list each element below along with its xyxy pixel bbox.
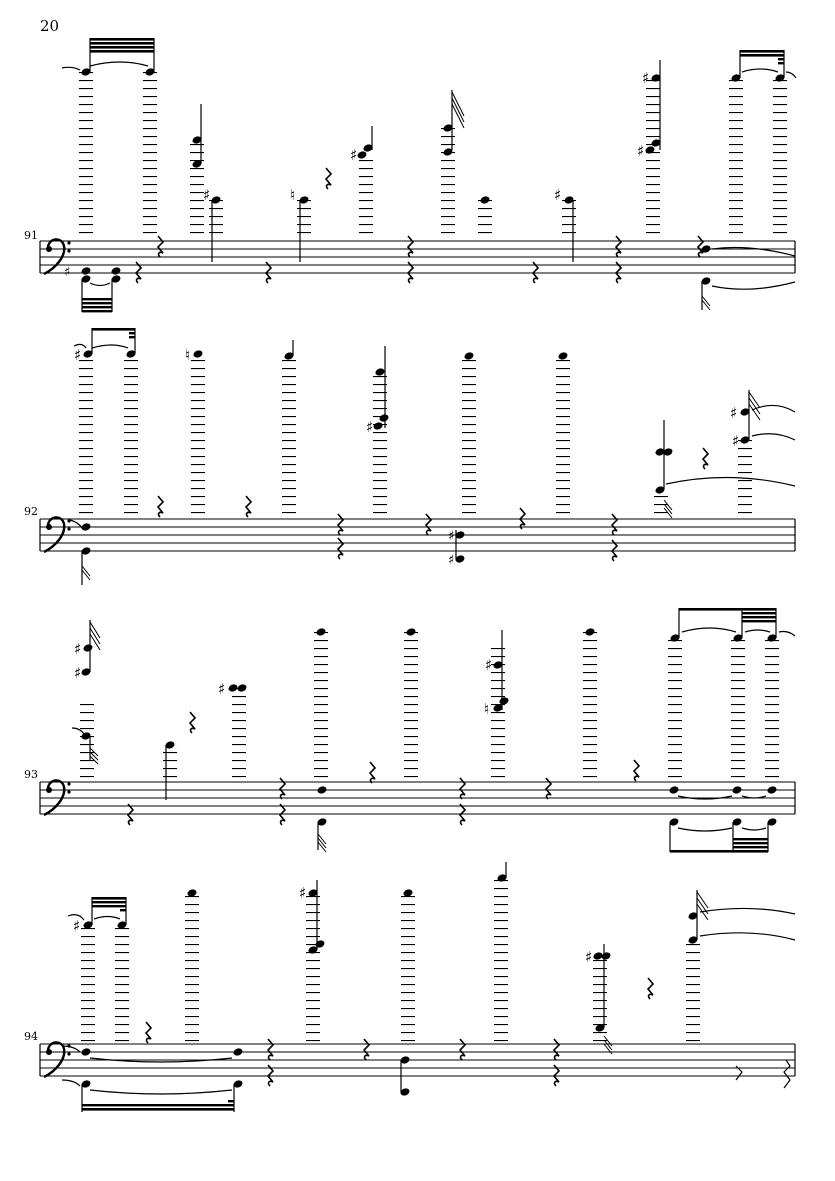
measure-number: 94 — [24, 1030, 38, 1043]
note-head — [81, 266, 92, 276]
rest-icon — [280, 778, 285, 799]
ledger-lines — [124, 355, 138, 518]
sharp-icon: ♯ — [485, 656, 493, 674]
measure-number: 92 — [24, 505, 38, 518]
staff-lines — [40, 241, 795, 273]
rest-icon — [612, 514, 617, 535]
rest-icon — [460, 1039, 465, 1060]
sharp-icon: ♯ — [448, 529, 455, 544]
ledger-lines — [478, 200, 492, 240]
sharp-icon: ♯ — [73, 917, 81, 935]
sharp-icon: ♯ — [642, 69, 650, 87]
ledger-lines — [668, 638, 682, 781]
sharp-icon: ♯ — [637, 142, 645, 160]
sharp-icon: ♯ — [350, 146, 358, 164]
sharp-icon: ♯ — [554, 186, 562, 204]
sharp-icon: ♯ — [448, 553, 455, 568]
rest-icon — [158, 236, 163, 257]
sharp-icon: ♯ — [203, 186, 211, 204]
sharp-icon: ♯ — [74, 664, 82, 682]
sharp-icon: ♯ — [585, 948, 593, 966]
system-93 — [40, 608, 795, 853]
ledger-lines — [232, 688, 246, 781]
note-head — [767, 785, 778, 795]
ledger-lines — [190, 140, 204, 240]
tie — [62, 67, 80, 70]
ledger-lines — [81, 925, 95, 1043]
ledger-lines — [654, 490, 668, 518]
ledger-lines — [185, 893, 199, 1043]
rest-icon — [364, 1039, 369, 1060]
ledger-lines — [143, 72, 157, 240]
rest-icon — [190, 712, 195, 733]
sharp-icon: ♯ — [366, 418, 374, 436]
ledger-lines — [773, 80, 787, 240]
note-head — [669, 785, 680, 795]
ledger-lines — [729, 80, 743, 240]
tie — [90, 62, 148, 66]
ledger-lines — [297, 200, 311, 240]
note-head — [317, 785, 328, 795]
ledger-lines — [404, 632, 418, 781]
rest-icon — [784, 1060, 790, 1088]
ledger-lines — [306, 893, 320, 1043]
rest-icon — [338, 514, 343, 535]
ledger-lines — [462, 356, 476, 518]
ledger-lines — [163, 745, 177, 781]
ledger-lines — [765, 638, 779, 781]
ledger-lines — [314, 632, 328, 781]
staff-lines — [40, 1044, 795, 1076]
rest-icon — [698, 236, 703, 257]
rest-icon — [158, 496, 163, 517]
ledger-lines — [731, 638, 745, 781]
rest-icon — [146, 1022, 151, 1043]
ledger-lines — [79, 355, 93, 518]
rest-icon — [408, 236, 413, 257]
ledger-lines — [562, 200, 576, 240]
system-94 — [40, 862, 795, 1112]
rest-icon — [268, 1039, 273, 1060]
sharp-icon: ♯ — [218, 680, 226, 698]
ledger-lines — [494, 878, 508, 1043]
staff-lines — [40, 519, 795, 551]
rest-icon — [460, 778, 465, 799]
measure-number: 93 — [24, 768, 38, 781]
rest-icon — [246, 496, 251, 517]
sharp-icon: ♯ — [732, 432, 740, 450]
rest-icon — [338, 538, 343, 559]
note-head — [81, 1047, 92, 1057]
rest-icon — [648, 978, 653, 999]
rest-icon — [326, 168, 331, 189]
rest-icon — [426, 514, 431, 535]
ledger-lines — [646, 80, 660, 240]
system-92 — [40, 328, 795, 585]
ledger-lines — [441, 128, 455, 240]
ledger-lines — [191, 355, 205, 518]
ledger-lines — [556, 356, 570, 518]
ledger-lines — [583, 632, 597, 781]
rest-icon — [616, 236, 621, 257]
sharp-icon: ♯ — [74, 640, 82, 658]
beams — [90, 38, 154, 53]
ledger-lines — [686, 940, 700, 1043]
note-head — [732, 785, 743, 795]
rest-icon — [634, 760, 639, 781]
note-head — [111, 266, 122, 276]
sharp-icon: ♯ — [64, 265, 71, 280]
ledger-lines — [80, 700, 94, 781]
sharp-icon: ♯ — [730, 404, 738, 422]
ledger-lines — [282, 356, 296, 518]
natural-icon: ♮ — [290, 186, 296, 204]
rest-icon — [370, 762, 375, 783]
page-number: 20 — [40, 17, 60, 35]
sharp-icon: ♯ — [74, 346, 82, 364]
note-head — [83, 643, 94, 653]
natural-icon: ♮ — [185, 346, 191, 364]
sharp-icon: ♯ — [299, 884, 307, 902]
staff-lines — [40, 782, 795, 814]
note-head — [233, 1047, 244, 1057]
ledger-lines — [209, 200, 223, 240]
system-91 — [40, 38, 796, 312]
rest-icon — [554, 1039, 559, 1060]
ledger-lines — [401, 893, 415, 1043]
ledger-lines — [359, 155, 373, 240]
note-head — [81, 522, 92, 532]
measure-number: 91 — [24, 229, 38, 242]
rest-icon — [546, 778, 551, 799]
ledger-lines — [79, 72, 93, 240]
rest-icon — [703, 448, 708, 469]
natural-icon: ♮ — [484, 700, 490, 718]
ledger-lines — [115, 925, 129, 1043]
